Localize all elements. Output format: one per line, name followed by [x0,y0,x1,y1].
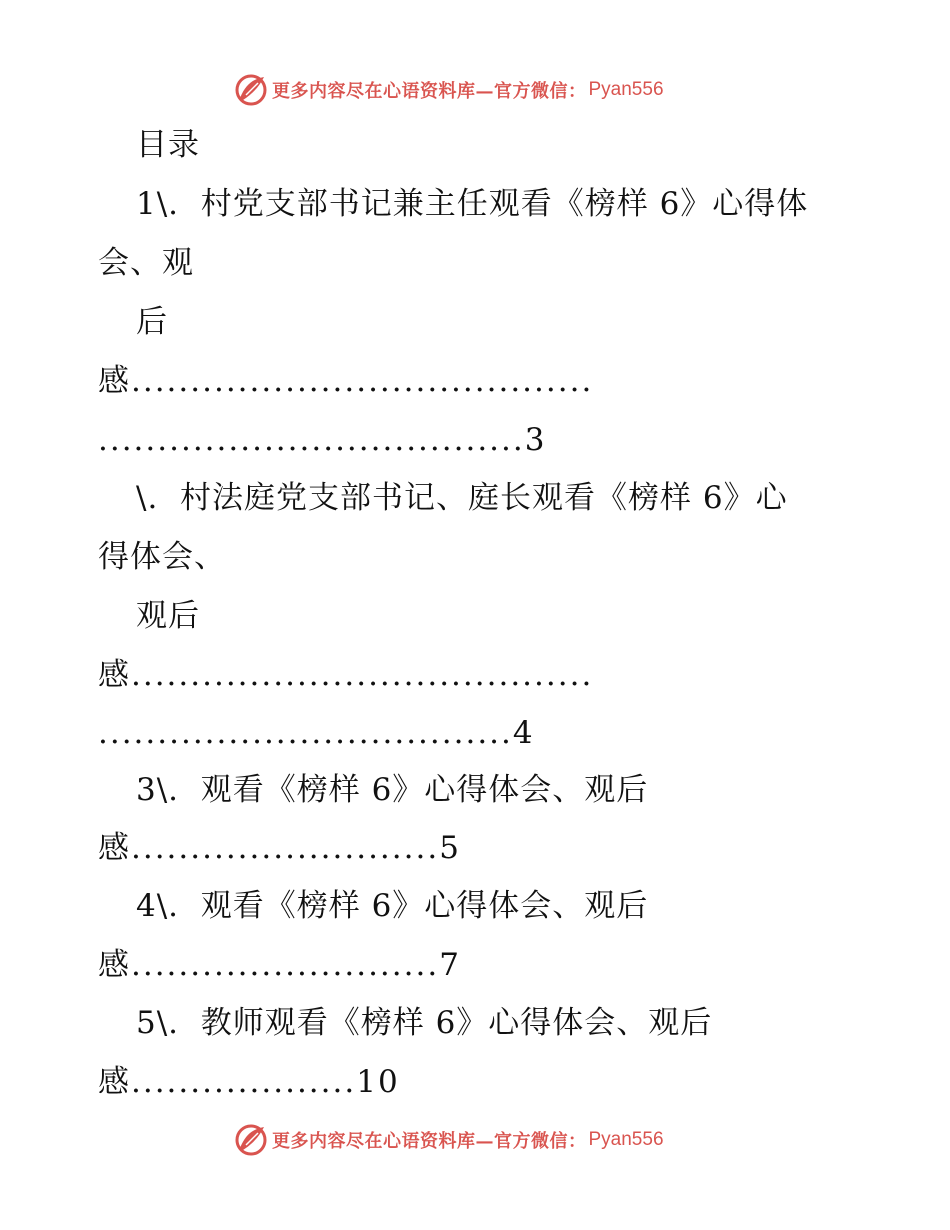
toc-entry-3-leader-page[interactable]: 感..........................5 [98,830,461,866]
footer-wechat-id: Pyan556 [588,1129,664,1150]
toc-entry-2-line-2[interactable]: 得体会、 [98,539,226,575]
toc-entry-3-line-1[interactable]: 3\. 观看《榜样 6》心得体会、观后 [136,772,649,808]
toc-entry-1-line-1[interactable]: 1\. 村党支部书记兼主任观看《榜样 6》心得体 [136,186,809,222]
header-banner [234,70,734,110]
toc-entry-2-line-3[interactable]: 观后 [136,598,200,634]
toc-entry-1-line-2[interactable]: 会、观 [98,245,194,281]
header-brand-text: 更多内容尽在心语资料库—官方微信： [272,81,587,102]
toc-entry-2-leader-page[interactable]: ...................................4 [98,715,535,751]
toc-entry-5-leader-page[interactable]: 感...................10 [98,1064,400,1100]
header-wechat-id: Pyan556 [588,79,664,100]
toc-title: 目录 [136,127,200,163]
toc-entry-4-line-1[interactable]: 4\. 观看《榜样 6》心得体会、观后 [136,888,649,924]
footer-banner [234,1120,734,1160]
toc-entry-5-line-1[interactable]: 5\. 教师观看《榜样 6》心得体会、观后 [136,1005,713,1041]
pen-logo-icon [234,1123,268,1157]
toc-entry-1-leader-page[interactable]: ....................................3 [98,422,547,458]
toc-entry-2-leader-1[interactable]: 感....................................... [98,657,594,693]
pen-logo-icon [234,73,268,107]
toc-entry-1-line-3[interactable]: 后 [136,304,168,340]
toc-entry-2-line-1[interactable]: \. 村法庭党支部书记、庭长观看《榜样 6》心 [136,480,788,516]
toc-entry-4-leader-page[interactable]: 感..........................7 [98,947,461,983]
footer-brand-text: 更多内容尽在心语资料库—官方微信： [272,1131,587,1152]
toc-entry-1-leader-1[interactable]: 感....................................... [98,363,594,399]
